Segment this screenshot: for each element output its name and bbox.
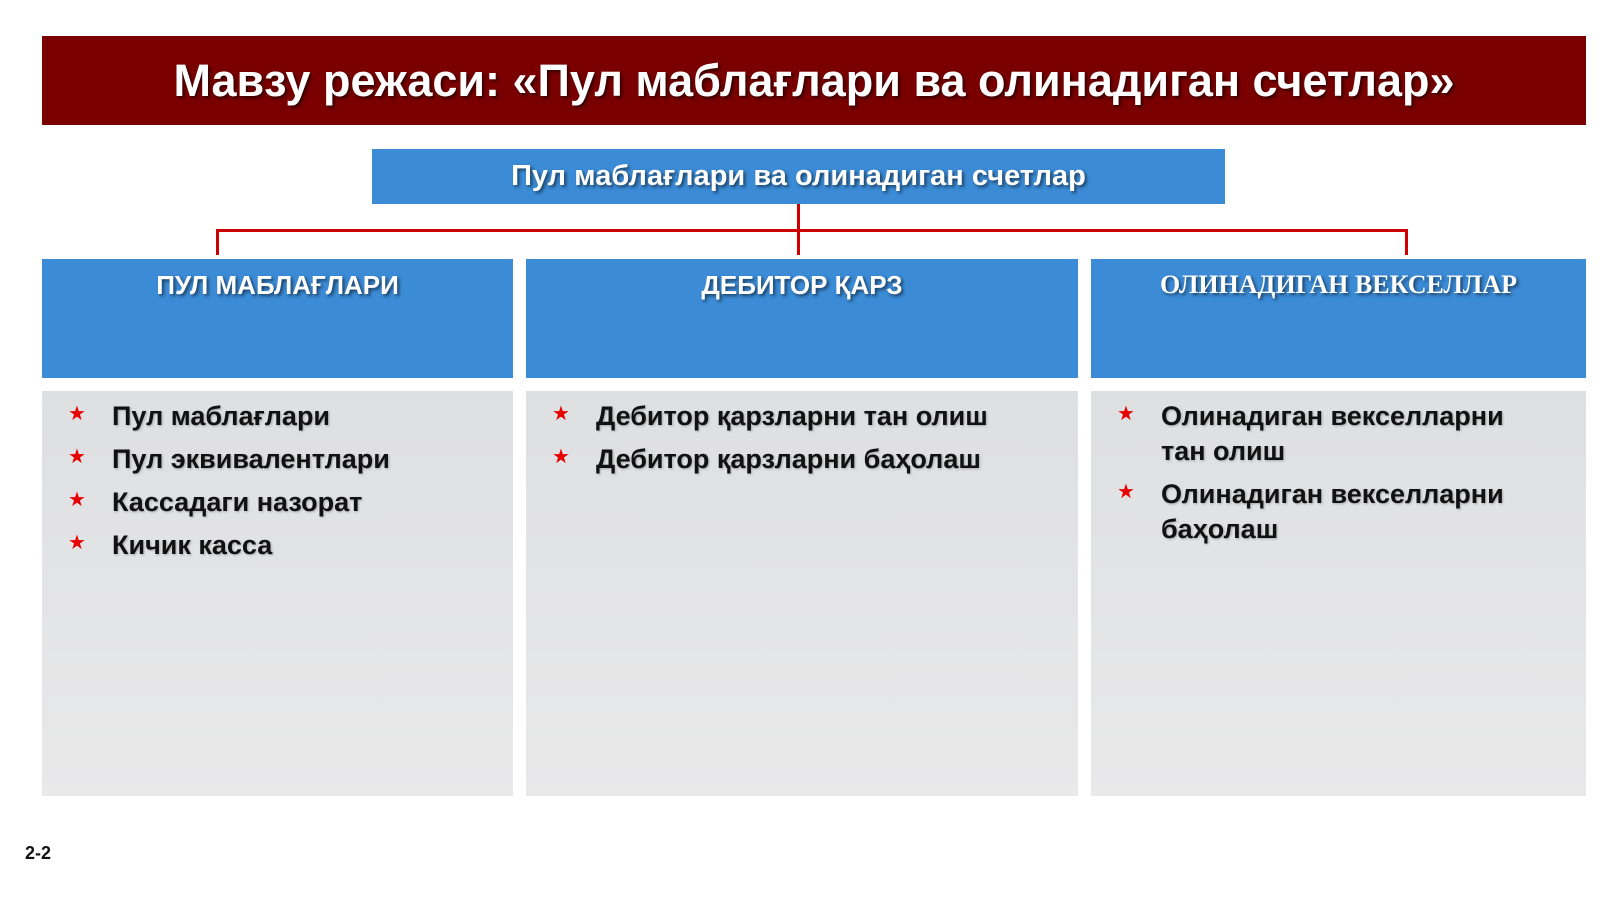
list-item-text: Пул маблағлари [112,401,331,431]
column-heading-box [42,259,513,378]
bullet-list [1091,391,1586,547]
connector-right-drop [1405,229,1408,255]
star-icon: ★ [552,446,570,468]
bullet-list [42,391,513,563]
column-heading: ОЛИНАДИГАН ВЕКСЕЛЛАР [1160,270,1517,299]
list-item-text: Олинадиган векселларни баҳолаш [1161,479,1504,544]
list-item-text: Дебитор қарзларни тан олиш [596,401,988,431]
connector-horizontal [216,229,1408,232]
list-item-text: Олинадиган векселларни тан олиш [1161,401,1504,466]
list-item [68,528,503,563]
column-heading: ДЕБИТОР ҚАРЗ [701,270,903,300]
bullet-list [526,391,1078,477]
star-icon: ★ [68,403,86,425]
column-content-box [526,391,1078,796]
star-icon: ★ [1117,481,1135,503]
list-item [68,399,503,434]
connector-left-drop [216,229,219,255]
column-heading-box [1091,259,1586,378]
list-item [1117,477,1546,547]
list-item [68,442,503,477]
slide-page-number: 2-2 [25,843,52,863]
diagram-root-box [372,149,1225,204]
column-heading-box [526,259,1078,378]
list-item [552,442,1068,477]
slide-title-bar [42,36,1586,125]
star-icon: ★ [1117,403,1135,425]
star-icon: ★ [68,532,86,554]
column-content-box [1091,391,1586,796]
star-icon: ★ [68,489,86,511]
list-item-text: Пул эквивалентлари [112,444,390,474]
list-item-text: Кассадаги назорат [112,487,363,517]
list-item [68,485,503,520]
column-content-box [42,391,513,796]
slide-title: Мавзу режаси: «Пул маблағлари ва олинадиган счетлар» [173,54,1455,106]
star-icon: ★ [68,446,86,468]
diagram-root-label: Пул маблағлари ва олинадиган счетлар [511,160,1086,192]
star-icon: ★ [552,403,570,425]
list-item-text: Дебитор қарзларни баҳолаш [596,444,981,474]
list-item [1117,399,1546,469]
list-item-text: Кичик касса [112,530,273,560]
list-item [552,399,1068,434]
column-heading: ПУЛ МАБЛАҒЛАРИ [156,270,399,300]
